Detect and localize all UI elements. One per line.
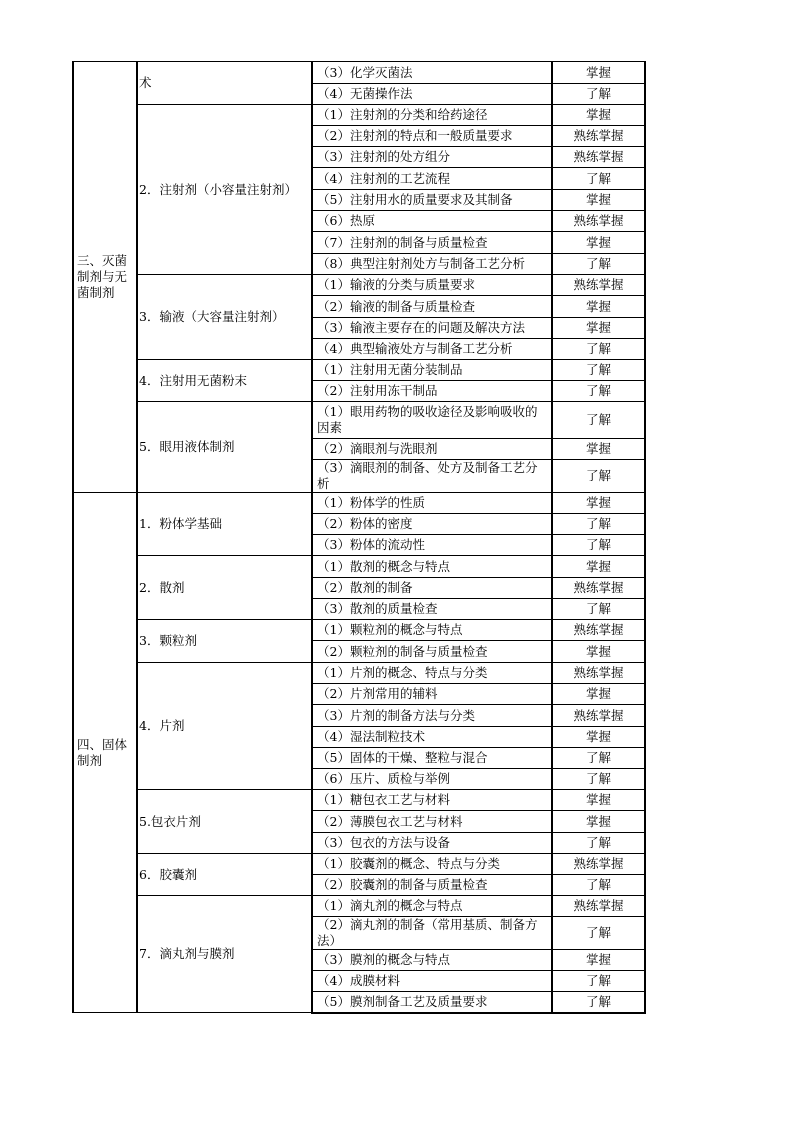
requirement-level: 熟练掌握: [552, 620, 645, 641]
requirement-level: 掌握: [552, 62, 645, 84]
requirement-level: 掌握: [552, 641, 645, 663]
requirement-level: 掌握: [552, 439, 645, 460]
topic-text: （3）粉体的流动性: [312, 535, 552, 556]
topic-text: （2）散剂的制备: [312, 578, 552, 599]
section-title: 四、固体制剂: [77, 736, 128, 768]
requirement-level: 掌握: [552, 790, 645, 811]
unit-title: 4．片剂: [139, 718, 185, 733]
topic-text: （2）片剂常用的辅料: [312, 684, 552, 705]
topic-text: （5）注射用水的质量要求及其制备: [312, 190, 552, 211]
topic-text: （8）典型注射剂处方与制备工艺分析: [312, 254, 552, 275]
topic-text: （1）糖包衣工艺与材料: [312, 790, 552, 811]
topic-text: （4）无菌操作法: [312, 84, 552, 105]
unit-title: 3．输液（大容量注射剂）: [139, 309, 285, 324]
unit-title: 3．颗粒剂: [139, 633, 197, 648]
requirement-level: 了解: [552, 402, 645, 439]
unit-title-cell: [137, 493, 312, 556]
topic-row: [73, 275, 645, 296]
unit-title-cell: [137, 896, 312, 1013]
topic-text: （3）滴眼剂的制备、处方及制备工艺分析: [312, 460, 552, 493]
unit-title: 6．胶囊剂: [139, 866, 197, 882]
topic-row: [73, 105, 645, 126]
requirement-level: 掌握: [552, 190, 645, 211]
topic-row: [73, 663, 645, 684]
requirement-level: 掌握: [552, 296, 645, 318]
syllabus-table: [72, 61, 646, 1014]
topic-text: （2）滴丸剂的制备（常用基质、制备方法）: [312, 917, 552, 950]
topic-text: （1）片剂的概念、特点与分类: [312, 663, 552, 684]
topic-text: （1）注射剂的分类和给药途径: [312, 105, 552, 126]
topic-text: （2）输液的制备与质量检查: [312, 296, 552, 318]
requirement-level: 了解: [552, 514, 645, 535]
unit-title-cell: [137, 402, 312, 493]
requirement-level: 熟练掌握: [552, 126, 645, 147]
topic-text: （6）压片、质检与举例: [312, 769, 552, 790]
topic-row: [73, 896, 645, 917]
unit-title: 2．注射剂（小容量注射剂）: [139, 181, 297, 197]
topic-text: （4）湿法制粒技术: [312, 727, 552, 748]
topic-row: [73, 402, 645, 439]
topic-text: （2）滴眼剂与洗眼剂: [312, 439, 552, 460]
topic-text: （2）胶囊剂的制备与质量检查: [312, 875, 552, 896]
unit-title: 1．粉体学基础: [139, 516, 222, 531]
requirement-level: 熟练掌握: [552, 854, 645, 875]
requirement-level: 了解: [552, 599, 645, 620]
unit-title-cell: [137, 663, 312, 790]
requirement-level: 掌握: [552, 105, 645, 126]
requirement-level: 了解: [552, 360, 645, 381]
topic-text: （3）注射剂的处方组分: [312, 147, 552, 168]
topic-text: （4）典型输液处方与制备工艺分析: [312, 339, 552, 360]
unit-title-cell: [137, 105, 312, 275]
requirement-level: 了解: [552, 992, 645, 1013]
requirement-level: 掌握: [552, 318, 645, 339]
topic-row: [73, 620, 645, 641]
requirement-level: 了解: [552, 971, 645, 992]
topic-text: （2）注射用冻干制品: [312, 381, 552, 402]
requirement-level: 掌握: [552, 556, 645, 578]
topic-row: [73, 854, 645, 875]
section-title-cell: [73, 62, 137, 493]
unit-title-cell: [137, 790, 312, 854]
unit-title-cell: [137, 275, 312, 360]
unit-title-cell: [137, 62, 312, 105]
topic-text: （4）成膜材料: [312, 971, 552, 992]
topic-text: （2）注射剂的特点和一般质量要求: [312, 126, 552, 147]
syllabus-table-body: [73, 62, 645, 1013]
requirement-level: 了解: [552, 84, 645, 105]
unit-title: 7．滴丸剂与膜剂: [139, 946, 235, 961]
unit-title: 5．眼用液体制剂: [139, 439, 235, 454]
topic-text: （1）输液的分类与质量要求: [312, 275, 552, 296]
topic-text: （7）注射剂的制备与质量检查: [312, 232, 552, 254]
topic-text: （3）散剂的质量检查: [312, 599, 552, 620]
requirement-level: 熟练掌握: [552, 663, 645, 684]
unit-title-cell: [137, 854, 312, 896]
unit-title: 2．散剂: [139, 579, 185, 595]
unit-title: 5.包衣片剂: [139, 813, 201, 829]
topic-text: （3）片剂的制备方法与分类: [312, 705, 552, 727]
topic-text: （2）薄膜包衣工艺与材料: [312, 811, 552, 833]
requirement-level: 掌握: [552, 950, 645, 971]
unit-title-cell: [137, 556, 312, 620]
requirement-level: 了解: [552, 535, 645, 556]
requirement-level: 了解: [552, 168, 645, 190]
requirement-level: 了解: [552, 833, 645, 854]
topic-row: [73, 360, 645, 381]
requirement-level: 掌握: [552, 811, 645, 833]
unit-title-cell: [137, 620, 312, 663]
topic-text: （1）注射用无菌分装制品: [312, 360, 552, 381]
requirement-level: 了解: [552, 875, 645, 896]
topic-text: （6）热原: [312, 211, 552, 232]
requirement-level: 掌握: [552, 232, 645, 254]
requirement-level: 熟练掌握: [552, 147, 645, 168]
topic-text: （3）包衣的方法与设备: [312, 833, 552, 854]
topic-text: （2）颗粒剂的制备与质量检查: [312, 641, 552, 663]
requirement-level: 熟练掌握: [552, 275, 645, 296]
topic-text: （4）注射剂的工艺流程: [312, 168, 552, 190]
requirement-level: 了解: [552, 748, 645, 769]
topic-text: （5）固体的干燥、整粒与混合: [312, 748, 552, 769]
requirement-level: 了解: [552, 460, 645, 493]
requirement-level: 了解: [552, 254, 645, 275]
topic-text: （3）膜剂的概念与特点: [312, 950, 552, 971]
unit-title: 术: [139, 75, 152, 90]
topic-text: （1）胶囊剂的概念、特点与分类: [312, 854, 552, 875]
topic-text: （1）眼用药物的吸收途径及影响吸收的因素: [312, 402, 552, 439]
requirement-level: 熟练掌握: [552, 578, 645, 599]
topic-text: （1）散剂的概念与特点: [312, 556, 552, 578]
topic-text: （5）膜剂制备工艺及质量要求: [312, 992, 552, 1013]
requirement-level: 熟练掌握: [552, 896, 645, 917]
topic-text: （1）滴丸剂的概念与特点: [312, 896, 552, 917]
topic-row: [73, 493, 645, 514]
requirement-level: 掌握: [552, 727, 645, 748]
unit-title-cell: [137, 360, 312, 402]
topic-text: （3）输液主要存在的问题及解决方法: [312, 318, 552, 339]
requirement-level: 了解: [552, 769, 645, 790]
requirement-level: 了解: [552, 917, 645, 950]
requirement-level: 掌握: [552, 493, 645, 514]
requirement-level: 了解: [552, 339, 645, 360]
section-title-cell: [73, 493, 137, 1013]
topic-text: （3）化学灭菌法: [312, 62, 552, 84]
requirement-level: 熟练掌握: [552, 705, 645, 727]
section-title: 三、灭菌制剂与无菌制剂: [77, 253, 128, 300]
topic-row: [73, 790, 645, 811]
topic-text: （1）颗粒剂的概念与特点: [312, 620, 552, 641]
topic-row: [73, 556, 645, 578]
topic-text: （1）粉体学的性质: [312, 493, 552, 514]
topic-row: [73, 62, 645, 84]
requirement-level: 掌握: [552, 684, 645, 705]
requirement-level: 了解: [552, 381, 645, 402]
requirement-level: 熟练掌握: [552, 211, 645, 232]
unit-title: 4．注射用无菌粉末: [139, 372, 247, 388]
topic-text: （2）粉体的密度: [312, 514, 552, 535]
